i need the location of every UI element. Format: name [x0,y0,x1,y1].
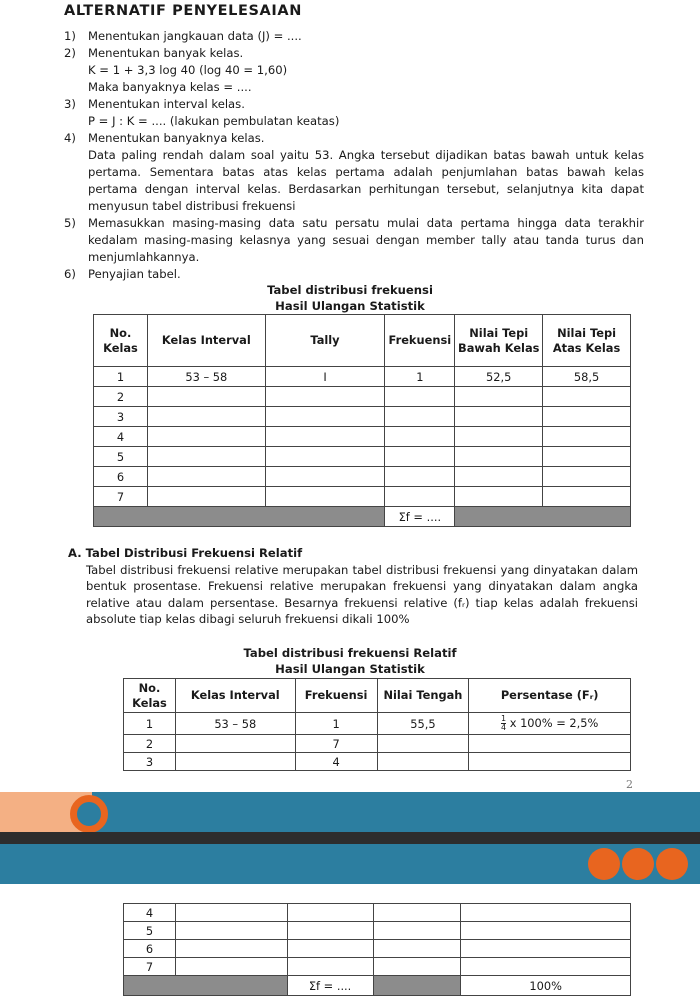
cell-no: 7 [94,487,148,507]
cell-tepi-bawah [455,467,543,487]
table-row [124,753,631,771]
cell-no: 6 [94,467,148,487]
cell-tepi-bawah [455,427,543,447]
step-text: Penyajian tabel. [88,267,181,281]
cell-no: 5 [124,922,176,940]
step-2-result: Maka banyaknya kelas = .... [88,80,252,94]
table-row [94,447,631,467]
table2-caption: Tabel distribusi frekuensi Relatif [243,646,457,660]
cell-frekuensi [385,447,455,467]
cell-tally [265,407,385,427]
header-frekuensi: Frekuensi [295,679,377,713]
step-2-formula: K = 1 + 3,3 log 40 (log 40 = 1,60) [88,63,288,77]
table-row [94,467,631,487]
cell-no: 3 [94,407,148,427]
cell-persentase [469,713,631,735]
table-total-row [124,976,631,996]
step-text: Memasukkan masing-masing data satu persatu mulai data pertama hingga data terakhir kedalam masing-masing kelasnya yang sesuai dengan member tally atau tanda turus dan menjumlahkannya. [88,216,644,264]
cell-interval [175,958,287,976]
cell-frekuensi [287,958,373,976]
section-a [68,545,638,628]
cell-frekuensi [385,487,455,507]
cell-no: 2 [94,387,148,407]
step-number: 5) [64,216,76,230]
orange-dot-icon [656,848,688,880]
cell-interval [147,467,265,487]
total-percent: 100% [461,976,631,996]
step-text: Menentukan jangkauan data (J) = .... [88,29,302,43]
cell-tepi-bawah: 52,5 [455,367,543,387]
cell-no: 5 [94,447,148,467]
step-3-formula: P = J : K = .... (lakukan pembulatan keatas) [88,114,340,128]
cell-no: 1 [124,713,176,735]
cell-interval: 53 – 58 [147,367,265,387]
cell-tally [265,387,385,407]
steps-list [64,28,644,283]
step-number: 2) [64,46,76,60]
table-row [94,407,631,427]
cell-frekuensi [287,922,373,940]
cell-nilai-tengah [377,735,469,753]
header-tepi-bawah: Nilai Tepi Bawah Kelas [455,315,543,367]
cell-tepi-bawah [455,387,543,407]
step-2 [64,45,644,62]
cell-frekuensi: 1 [385,367,455,387]
step-3 [64,96,644,113]
cell-interval [175,922,287,940]
fraction-numerator: 1 [500,714,507,723]
cell-frekuensi [385,387,455,407]
cell-tepi-bawah [455,487,543,507]
table-total-row [94,507,631,527]
cell-tally: I [265,367,385,387]
cell-interval [147,387,265,407]
table-row [124,904,631,922]
cell-interval [147,407,265,427]
table1-subcaption: Hasil Ulangan Statistik [275,299,425,313]
step-text: Menentukan banyaknya kelas. [88,131,265,145]
step-4 [64,130,644,147]
percent-expression: x 100% = 2,5% [509,716,599,730]
cell-interval [147,447,265,467]
header-kelas-interval: Kelas Interval [175,679,295,713]
cell-nilai-tengah [373,904,461,922]
cell-persentase [469,735,631,753]
cell-tepi-atas [543,487,631,507]
cell-tepi-atas [543,407,631,427]
section-a-title: A. Tabel Distribusi Frekuensi Relatif [68,546,303,560]
step-number: 3) [64,97,76,111]
table-row [124,958,631,976]
cell-persentase [469,753,631,771]
page-heading: ALTERNATIF PENYELESAIAN [64,3,302,19]
cell-interval [175,753,295,771]
table-row [124,735,631,753]
cell-tally [265,487,385,507]
cell-no: 1 [94,367,148,387]
orange-dot-icon [588,848,620,880]
cell-frekuensi [385,467,455,487]
table-row [94,367,631,387]
header-tally: Tally [265,315,385,367]
cell-nilai-tengah [373,940,461,958]
table-header-row [124,679,631,713]
fraction-denominator: 4 [500,723,507,732]
cell-frekuensi [287,940,373,958]
step-4-paragraph: Data paling rendah dalam soal yaitu 53. Angka tersebut dijadikan batas bawah untuk kelas pertama. Sementara batas atas kelas pertama adalah penjumlahan batas bawah kelas pertama dengan interval kelas. Berdasarkan perhitungan tersebut, selanjutnya kita dapat menyusun tabel distribusi frekuensi [88,148,644,213]
cell-frekuensi [385,407,455,427]
cell-frekuensi: 4 [295,753,377,771]
step-text: Menentukan banyak kelas. [88,46,244,60]
cell-no: 6 [124,940,176,958]
step-number: 6) [64,267,76,281]
cell-persentase [461,904,631,922]
cell-tepi-bawah [455,447,543,467]
fraction [501,715,506,732]
step-6 [64,266,644,283]
table-header-row [94,315,631,367]
cell-frekuensi [287,904,373,922]
table-row [94,487,631,507]
cell-frekuensi: 7 [295,735,377,753]
footer-teal-block [92,792,700,832]
table1-caption: Tabel distribusi frekuensi [267,283,433,297]
cell-tepi-bawah [455,407,543,427]
header-persentase: Persentase (Fᵣ) [469,679,631,713]
page-number: 2 [626,778,633,791]
header-frekuensi: Frekuensi [385,315,455,367]
table-row [124,940,631,958]
cell-interval [175,735,295,753]
cell-tally [265,427,385,447]
cell-no: 3 [124,753,176,771]
cell-persentase [461,958,631,976]
cell-persentase [461,940,631,958]
step-text: Menentukan interval kelas. [88,97,245,111]
header-no-kelas: No. Kelas [124,679,176,713]
total-row-filler [373,976,461,996]
total-frequency: Σf = .... [385,507,455,527]
cell-no: 4 [124,904,176,922]
relative-frequency-table-continued [123,903,631,996]
table-row [94,427,631,447]
step-1 [64,28,644,45]
orange-dot-icon [622,848,654,880]
header-tepi-atas: Nilai Tepi Atas Kelas [543,315,631,367]
cell-tepi-atas: 58,5 [543,367,631,387]
cell-interval: 53 – 58 [175,713,295,735]
page-separator [0,832,700,844]
cell-interval [147,427,265,447]
total-row-filler [124,976,288,996]
cell-interval [147,487,265,507]
cell-persentase [461,922,631,940]
cell-frekuensi: 1 [295,713,377,735]
relative-frequency-table [123,678,631,771]
header-no-kelas: No. Kelas [94,315,148,367]
cell-tepi-atas [543,387,631,407]
step-number: 4) [64,131,76,145]
cell-interval [175,940,287,958]
table-row [124,922,631,940]
total-row-filler [455,507,631,527]
cell-no: 2 [124,735,176,753]
header-kelas-interval: Kelas Interval [147,315,265,367]
cell-tepi-atas [543,447,631,467]
cell-interval [175,904,287,922]
step-number: 1) [64,29,76,43]
header-nilai-tengah: Nilai Tengah [377,679,469,713]
cell-tally [265,447,385,467]
cell-nilai-tengah [373,922,461,940]
cell-tepi-atas [543,427,631,447]
step-5 [64,215,644,266]
section-a-paragraph: Tabel distribusi frekuensi relative merupakan tabel distribusi frekuensi yang dinyatakan dalam bentuk prosentase. Frekuensi relative merupakan frekuensi yang dinyatakan dalam angka relative atau dalam persentase. Besarnya frekuensi relative (fᵣ) tiap kelas adalah frekuensi absolute tiap kelas dibagi seluruh frekuensi dikali 100% [86,562,638,626]
table-row [94,387,631,407]
cell-no: 7 [124,958,176,976]
cell-tepi-atas [543,467,631,487]
cell-nilai-tengah [377,753,469,771]
total-row-filler [94,507,385,527]
cell-no: 4 [94,427,148,447]
cell-tally [265,467,385,487]
cell-nilai-tengah: 55,5 [377,713,469,735]
table2-subcaption: Hasil Ulangan Statistik [275,662,425,676]
orange-ring-icon [70,795,108,833]
frequency-table [93,314,631,527]
table-row [124,713,631,735]
cell-nilai-tengah [373,958,461,976]
cell-frekuensi [385,427,455,447]
total-frequency: Σf = .... [287,976,373,996]
